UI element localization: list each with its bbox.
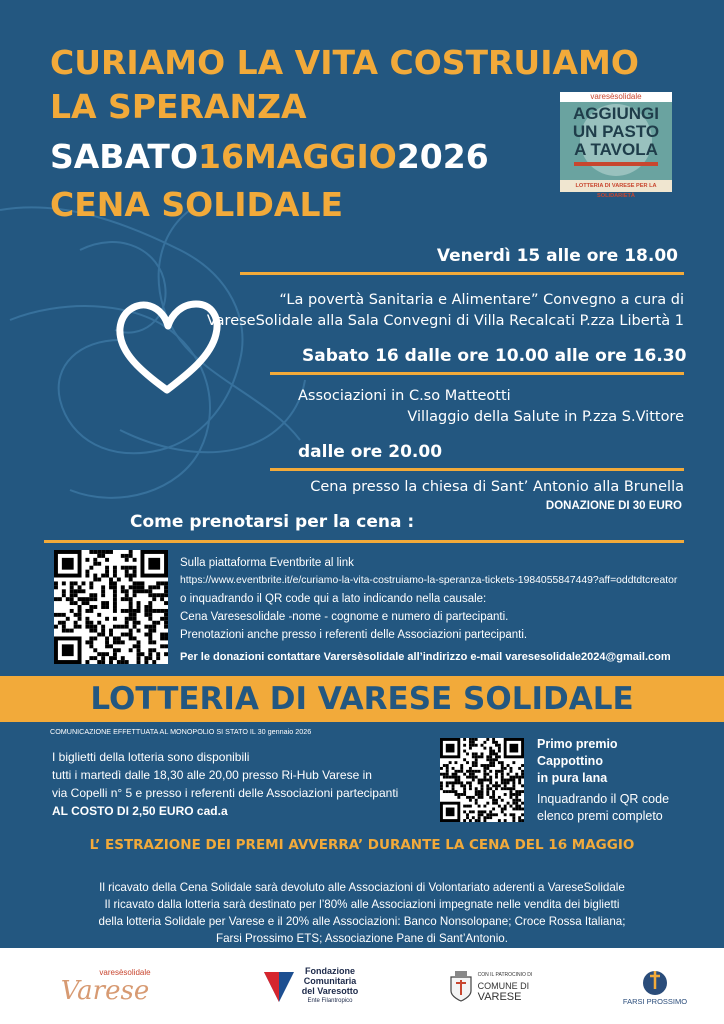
booking-line-3: o inquadrando il QR code qui a lato indicando nella causale:	[180, 593, 487, 605]
booking-line-4: Cena Varesesolidale -nome - cognome e numero di partecipanti.	[180, 611, 509, 623]
evening-heading: dalle ore 20.00	[298, 442, 443, 462]
lottery-notice: COMUNICAZIONE EFFETTUATA AL MONOPOLIO SI STATO IL 30 gennaio 2026	[50, 727, 312, 736]
prize-line-1: Primo premio	[537, 737, 618, 751]
qr-code-icon	[54, 550, 168, 664]
fondazione-text	[302, 966, 359, 1006]
aggiungi-un-pasto-badge	[560, 92, 672, 199]
draw-announcement: L’ ESTRAZIONE DEI PREMI AVVERRA’ DURANTE LA CENA DEL 16 MAGGIO	[89, 837, 635, 853]
fondazione-line-2: Comunitaria	[303, 976, 357, 986]
prize-line-3: in pura lana	[537, 771, 608, 785]
friday-rule	[240, 272, 684, 275]
fondazione-line-1: Fondazione	[305, 966, 355, 976]
booking-qr-code[interactable]	[54, 550, 168, 664]
prize-line-5: elenco premi completo	[537, 809, 663, 823]
friday-heading: Venerdì 15 alle ore 18.00	[436, 246, 678, 266]
title-line-2: LA SPERANZA	[50, 87, 307, 126]
evening-line-1: Cena presso la chiesa di Sant’ Antonio alla Brunella	[310, 479, 684, 495]
saturday-line-1: Associazioni in C.so Matteotti	[298, 388, 511, 404]
eventbrite-link[interactable]: https://www.eventbrite.it/e/curiamo-la-vita-costruiamo-la-speranza-tickets-1984055847449?aff=oddtdtcreator	[180, 575, 678, 586]
vs-logo-big: Varese	[60, 975, 150, 1006]
booking-heading: Come prenotarsi per la cena :	[130, 512, 415, 532]
vs-logo-small: varesèsolidale	[99, 967, 151, 977]
evening-rule	[270, 468, 684, 471]
friday-line-1: “La povertà Sanitaria e Alimentare” Convegno a cura di	[279, 292, 684, 308]
comune-text	[478, 970, 533, 1003]
booking-line-1: Sulla piattaforma Eventbrite al link	[180, 557, 354, 569]
badge-line-2: UN PASTO	[572, 122, 660, 141]
sponsor-footer	[0, 948, 724, 1024]
proceeds-line-1: Il ricavato della Cena Solidale sarà devoluto alle Associazioni di Volontariato aderenti a VareseSolidale	[99, 881, 625, 894]
fondazione-line-3: del Varesotto	[301, 986, 359, 996]
saturday-heading: Sabato 16 dalle ore 10.00 alle ore 16.30	[302, 346, 687, 366]
badge-line-3: A TAVOLA	[574, 140, 658, 159]
date-weekday: SABATO	[50, 137, 199, 176]
comune-line-2: VARESE	[477, 990, 522, 1003]
fondazione-line-4: Ente Filantropico	[307, 998, 353, 1004]
saturday-line-2: Villaggio della Salute in P.zza S.Vittore	[407, 409, 684, 425]
saturday-rule	[270, 372, 684, 375]
qr-code-icon	[440, 738, 524, 822]
coat-of-arms-icon	[448, 969, 474, 1003]
lottery-info-4: AL COSTO DI 2,50 EURO cad.a	[52, 804, 228, 818]
booking-rule	[44, 540, 684, 543]
comune-varese-logo	[440, 948, 540, 1024]
lottery-info-1: I biglietti della lotteria sono disponibili	[52, 750, 250, 764]
farsi-prossimo-icon	[640, 967, 670, 995]
proceeds-line-4: Farsi Prossimo ETS; Associazione Pane di Sant’Antonio.	[216, 932, 508, 945]
friday-line-2: VareseSolidale alla Sala Convegni di Villa Recalcati P.zza Libertà 1	[206, 313, 684, 329]
badge-footer: LOTTERIA DI VARESE PER LA SOLIDARIETÀ	[575, 183, 657, 199]
patrocinio-label: CON IL PATROCINIO DI	[477, 971, 533, 978]
badge-brand: varesèsolidale	[590, 92, 642, 101]
booking-line-5: Prenotazioni anche presso i referenti delle Associazioni partecipanti.	[180, 629, 528, 641]
fondazione-logo	[240, 948, 380, 1024]
lottery-info-2: tutti i martedì dalle 18,30 alle 20,00 presso Ri-Hub Varese in	[52, 768, 372, 782]
farsi-label: FARSI PROSSIMO	[622, 996, 688, 1006]
badge-line-1: AGGIUNGI	[573, 104, 659, 123]
date-day-month: 16MAGGIO	[198, 137, 397, 176]
varese-solidale-logo	[40, 948, 170, 1024]
donation-amount: DONAZIONE DI 30 EURO	[545, 500, 682, 512]
heart-icon	[112, 292, 224, 402]
proceeds-line-3: della lotteria Solidale per Varese e il 20% alle Associazioni: Banco Nonsolopane; Croce Rossa Italiana;	[98, 915, 626, 928]
subtitle: CENA SOLIDALE	[50, 185, 344, 224]
prize-line-4: Inquadrando il QR code	[537, 792, 670, 806]
lottery-info-3: via Copelli n° 5 e presso i referenti delle Associazioni partecipanti	[52, 786, 399, 800]
comune-line-1: COMUNE DI	[477, 980, 530, 991]
fondazione-mark-icon	[262, 968, 296, 1004]
prizes-qr-code[interactable]	[440, 738, 524, 822]
proceeds-line-2: Il ricavato dalla lotteria sarà destinato per l’80% alle Associazioni impegnate nelle vendita dei biglietti	[104, 898, 620, 911]
lottery-banner-title: LOTTERIA DI VARESE SOLIDALE	[90, 681, 634, 717]
prize-line-2: Cappottino	[537, 754, 603, 768]
date-year: 2026	[396, 137, 489, 176]
farsi-prossimo-logo	[610, 948, 700, 1024]
event-date	[50, 138, 489, 176]
donation-contact: Per le donazioni contattare Varersèsolidale all’indirizzo e-mail varesesolidale2024@gmail.com	[180, 651, 671, 663]
title-line-1: CURIAMO LA VITA COSTRUIAMO	[50, 43, 639, 82]
